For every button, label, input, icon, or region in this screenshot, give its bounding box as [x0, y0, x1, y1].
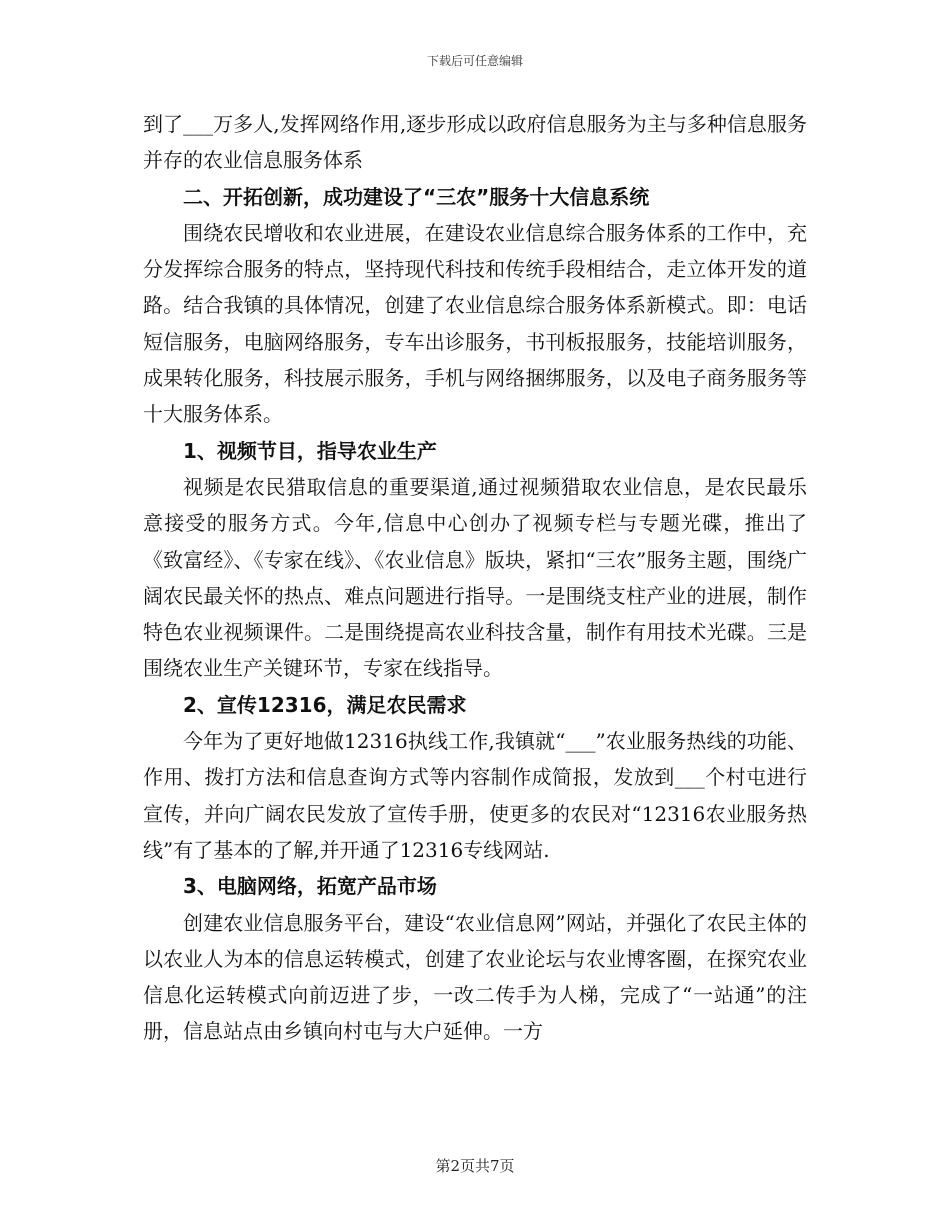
subsection-heading-12316: 2、宣传12316，满足农民需求 — [183, 692, 467, 717]
section-heading-2: 二、开拓创新，成功建设了“三农”服务十大信息系统 — [183, 184, 650, 209]
paragraph-12316: 今年为了更好地做12316执线工作,我镇就“___”农业服务热线的功能、作用、拨打方法和信息查询方式等内容制作成简报，发放到___个村屯进行宣传，并向广阔农民发放了宣传手册，使更多的农民对“12316农业服务热线”有了基本的了解,并开通了12316专线网站. — [143, 729, 807, 862]
document-body — [143, 106, 807, 1050]
paragraph-network: 创建农业信息服务平台，建设“农业信息网”网站，并强化了农民主体的以农业人为本的信息运转模式，创建了农业论坛与农业博客圈，在探究农业信息化运转模式向前迈进了步，一改二传手为人梯，完成了“一站通”的注册，信息站点由乡镇向村屯与大户延伸。一方 — [143, 910, 807, 1044]
page-header: 下载后可任意编辑 — [426, 54, 523, 68]
subsection-heading-network: 3、电脑网络，拓宽产品市场 — [183, 874, 437, 899]
page-number: 第2页共7页 — [435, 1157, 515, 1175]
paragraph-continuation: 到了___万多人,发挥网络作用,逐步形成以政府信息服务为主与多种信息服务并存的农业信息服务体系 — [143, 112, 807, 173]
paragraph-video: 视频是农民猎取信息的重要渠道,通过视频猎取农业信息，是农民最乐意接受的服务方式。今年,信息中心创办了视频专栏与专题光碟，推出了《致富经》、《专家在线》、《农业信息》版块，紧扣“三农”服务主题，围绕广阔农民最关怀的热点、难点问题进行指导。一是围绕支柱产业的进展，制作特色农业视频课件。二是围绕提高农业科技含量，制作有用技术光碟。三是围绕农业生产关键环节，专家在线指导。 — [143, 474, 807, 681]
paragraph-service-system: 围绕农民增收和农业进展，在建设农业信息综合服务体系的工作中，充分发挥综合服务的特点，坚持现代科技和传统手段相结合，走立体开发的道路。结合我镇的具体情况，创建了农业信息综合服务体系新模式。即：电话短信服务，电脑网络服务，专车出诊服务，书刊板报服务，技能培训服务，成果转化服务，科技展示服务，手机与网络捆绑服务，以及电子商务服务等十大服务体系。 — [143, 220, 807, 427]
subsection-heading-video: 1、视频节目，指导农业生产 — [183, 438, 437, 463]
